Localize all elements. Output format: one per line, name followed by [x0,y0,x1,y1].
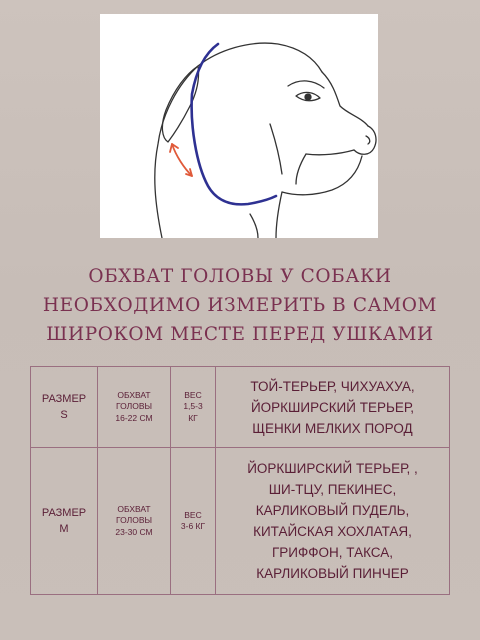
girth-cell: ОБХВАТ ГОЛОВЫ 16-22 СМ [98,367,171,448]
size-table [30,366,450,595]
girth-cell: ОБХВАТ ГОЛОВЫ 23-30 СМ [98,448,171,595]
weight-cell: ВЕС 1,5-3 КГ [171,367,216,448]
dog-head-measuring-icon [100,14,378,238]
table-row [31,367,450,448]
table-row [31,448,450,595]
dog-head-illustration [100,14,378,238]
heading-line: НЕОБХОДИМО ИЗМЕРИТЬ В САМОМ [42,295,438,316]
heading-line: ОБХВАТ ГОЛОВЫ У СОБАКИ [88,266,392,287]
weight-cell: ВЕС 3-6 КГ [171,448,216,595]
breeds-cell: ТОЙ-ТЕРЬЕР, ЧИХУАХУА, ЙОРКШИРСКИЙ ТЕРЬЕР, ЩЕНКИ МЕЛКИХ ПОРОД [216,367,450,448]
breeds-cell: ЙОРКШИРСКИЙ ТЕРЬЕР, , ШИ-ТЦУ, ПЕКИНЕС, КАРЛИКОВЫЙ ПУДЕЛЬ, КИТАЙСКАЯ ХОХЛАТАЯ, ГРИФФОН, ТАКСА, КАРЛИКОВЫЙ ПИНЧЕР [216,448,450,595]
page-heading [0,262,480,349]
heading-line: ШИРОКОМ МЕСТЕ ПЕРЕД УШКАМИ [46,324,434,345]
size-cell: РАЗМЕР M [31,448,98,595]
size-cell: РАЗМЕР S [31,367,98,448]
